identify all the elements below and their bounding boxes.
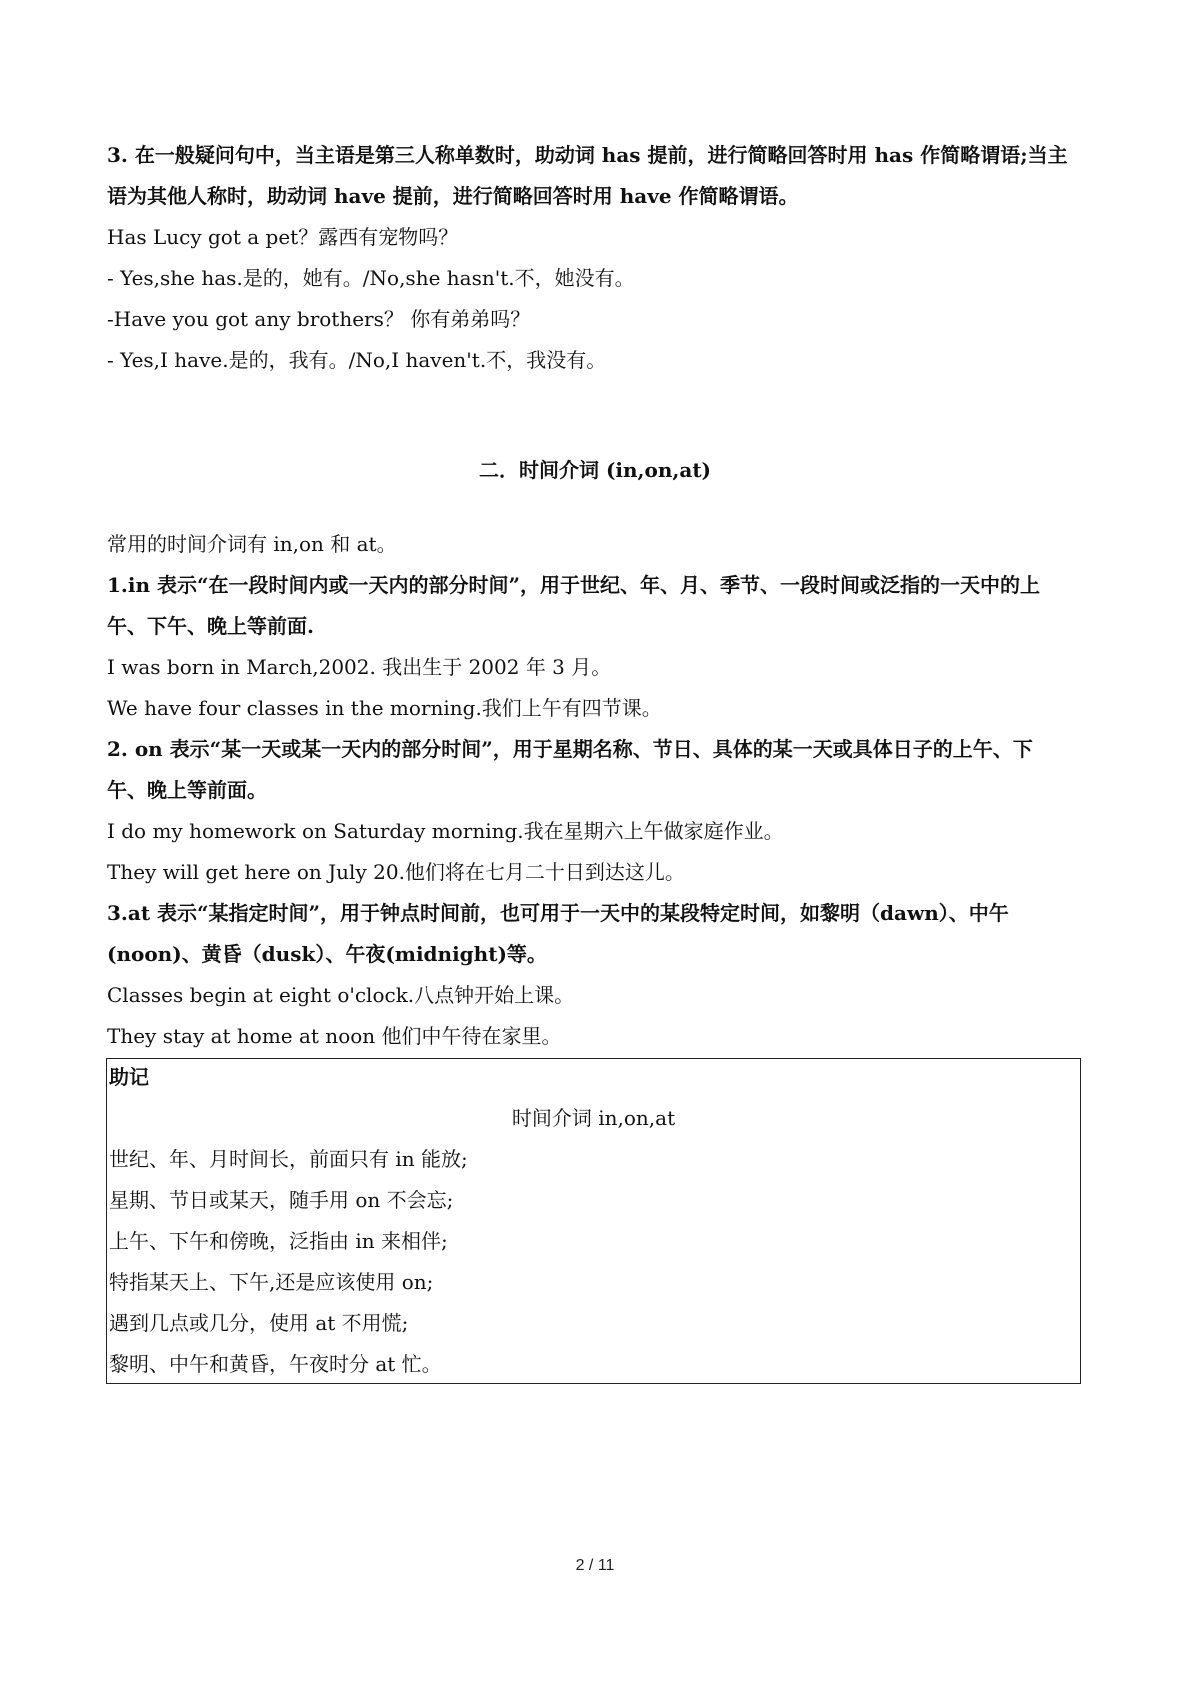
memo-line: 特指某天上、下午,还是应该使用 on; bbox=[109, 1270, 434, 1294]
memo-line: 遇到几点或几分，使用 at 不用慌; bbox=[109, 1311, 409, 1335]
example-line: They stay at home at noon 他们中午待在家里。 bbox=[107, 1024, 562, 1048]
example-line: They will get here on July 20.他们将在七月二十日到达这儿。 bbox=[107, 860, 685, 884]
example-line: I do my homework on Saturday morning.我在星期六上午做家庭作业。 bbox=[107, 819, 784, 843]
intro-line: 常用的时间介词有 in,on 和 at。 bbox=[107, 532, 397, 556]
rule1-in-line2: 午、下午、晚上等前面. bbox=[107, 614, 314, 638]
memo-label: 助记 bbox=[109, 1065, 149, 1089]
example-line: -Have you got any brothers？ 你有弟弟吗？ bbox=[107, 307, 531, 331]
memo-line: 黎明、中午和黄昏，午夜时分 at 忙。 bbox=[109, 1352, 442, 1376]
memo-line: 星期、节日或某天，随手用 on 不会忘; bbox=[109, 1188, 454, 1212]
example-line: Has Lucy got a pet？露西有宠物吗？ bbox=[107, 225, 459, 249]
memo-line: 上午、下午和傍晚，泛指由 in 来相伴; bbox=[109, 1229, 448, 1253]
rule1-in-line1: 1.in 表示“在一段时间内或一天内的部分时间”，用于世纪、年、月、季节、一段时间或泛指的一天中的上 bbox=[107, 573, 1040, 597]
rule3-at-line1: 3.at 表示“某指定时间”，用于钟点时间前，也可用于一天中的某段特定时间，如黎明（dawn）、中午 bbox=[107, 901, 1009, 925]
example-line: - Yes,I have.是的，我有。/No,I haven't.不，我没有。 bbox=[107, 348, 607, 372]
rule2-on-line2: 午、晚上等前面。 bbox=[107, 778, 267, 802]
section-heading: 二．时间介词 (in,on,at) bbox=[478, 458, 712, 482]
memo-title: 时间介词 in,on,at bbox=[511, 1106, 676, 1130]
rule3-at-line2: (noon)、黄昏（dusk）、午夜(midnight)等。 bbox=[107, 942, 547, 966]
rule2-on-line1: 2. on 表示“某一天或某一天内的部分时间”，用于星期名称、节日、具体的某一天或具体日子的上午、下 bbox=[107, 737, 1033, 761]
example-line: I was born in March,2002. 我出生于 2002 年 3 月。 bbox=[107, 655, 612, 679]
memo-line: 世纪、年、月时间长，前面只有 in 能放; bbox=[109, 1147, 468, 1171]
rule3-has-have-line2: 语为其他人称时，助动词 have 提前，进行简略回答时用 have 作简略谓语。 bbox=[107, 184, 799, 208]
example-line: - Yes,she has.是的，她有。/No,she hasn't.不，她没有。 bbox=[107, 266, 635, 290]
example-line: We have four classes in the morning.我们上午有四节课。 bbox=[107, 696, 662, 720]
page-number: 2 / 11 bbox=[575, 1557, 615, 1574]
rule3-has-have-line1: 3. 在一般疑问句中，当主语是第三人称单数时，助动词 has 提前，进行简略回答时用 has 作简略谓语;当主 bbox=[107, 143, 1068, 167]
memo-box bbox=[106, 1058, 1081, 1384]
example-line: Classes begin at eight o'clock.八点钟开始上课。 bbox=[107, 983, 575, 1007]
